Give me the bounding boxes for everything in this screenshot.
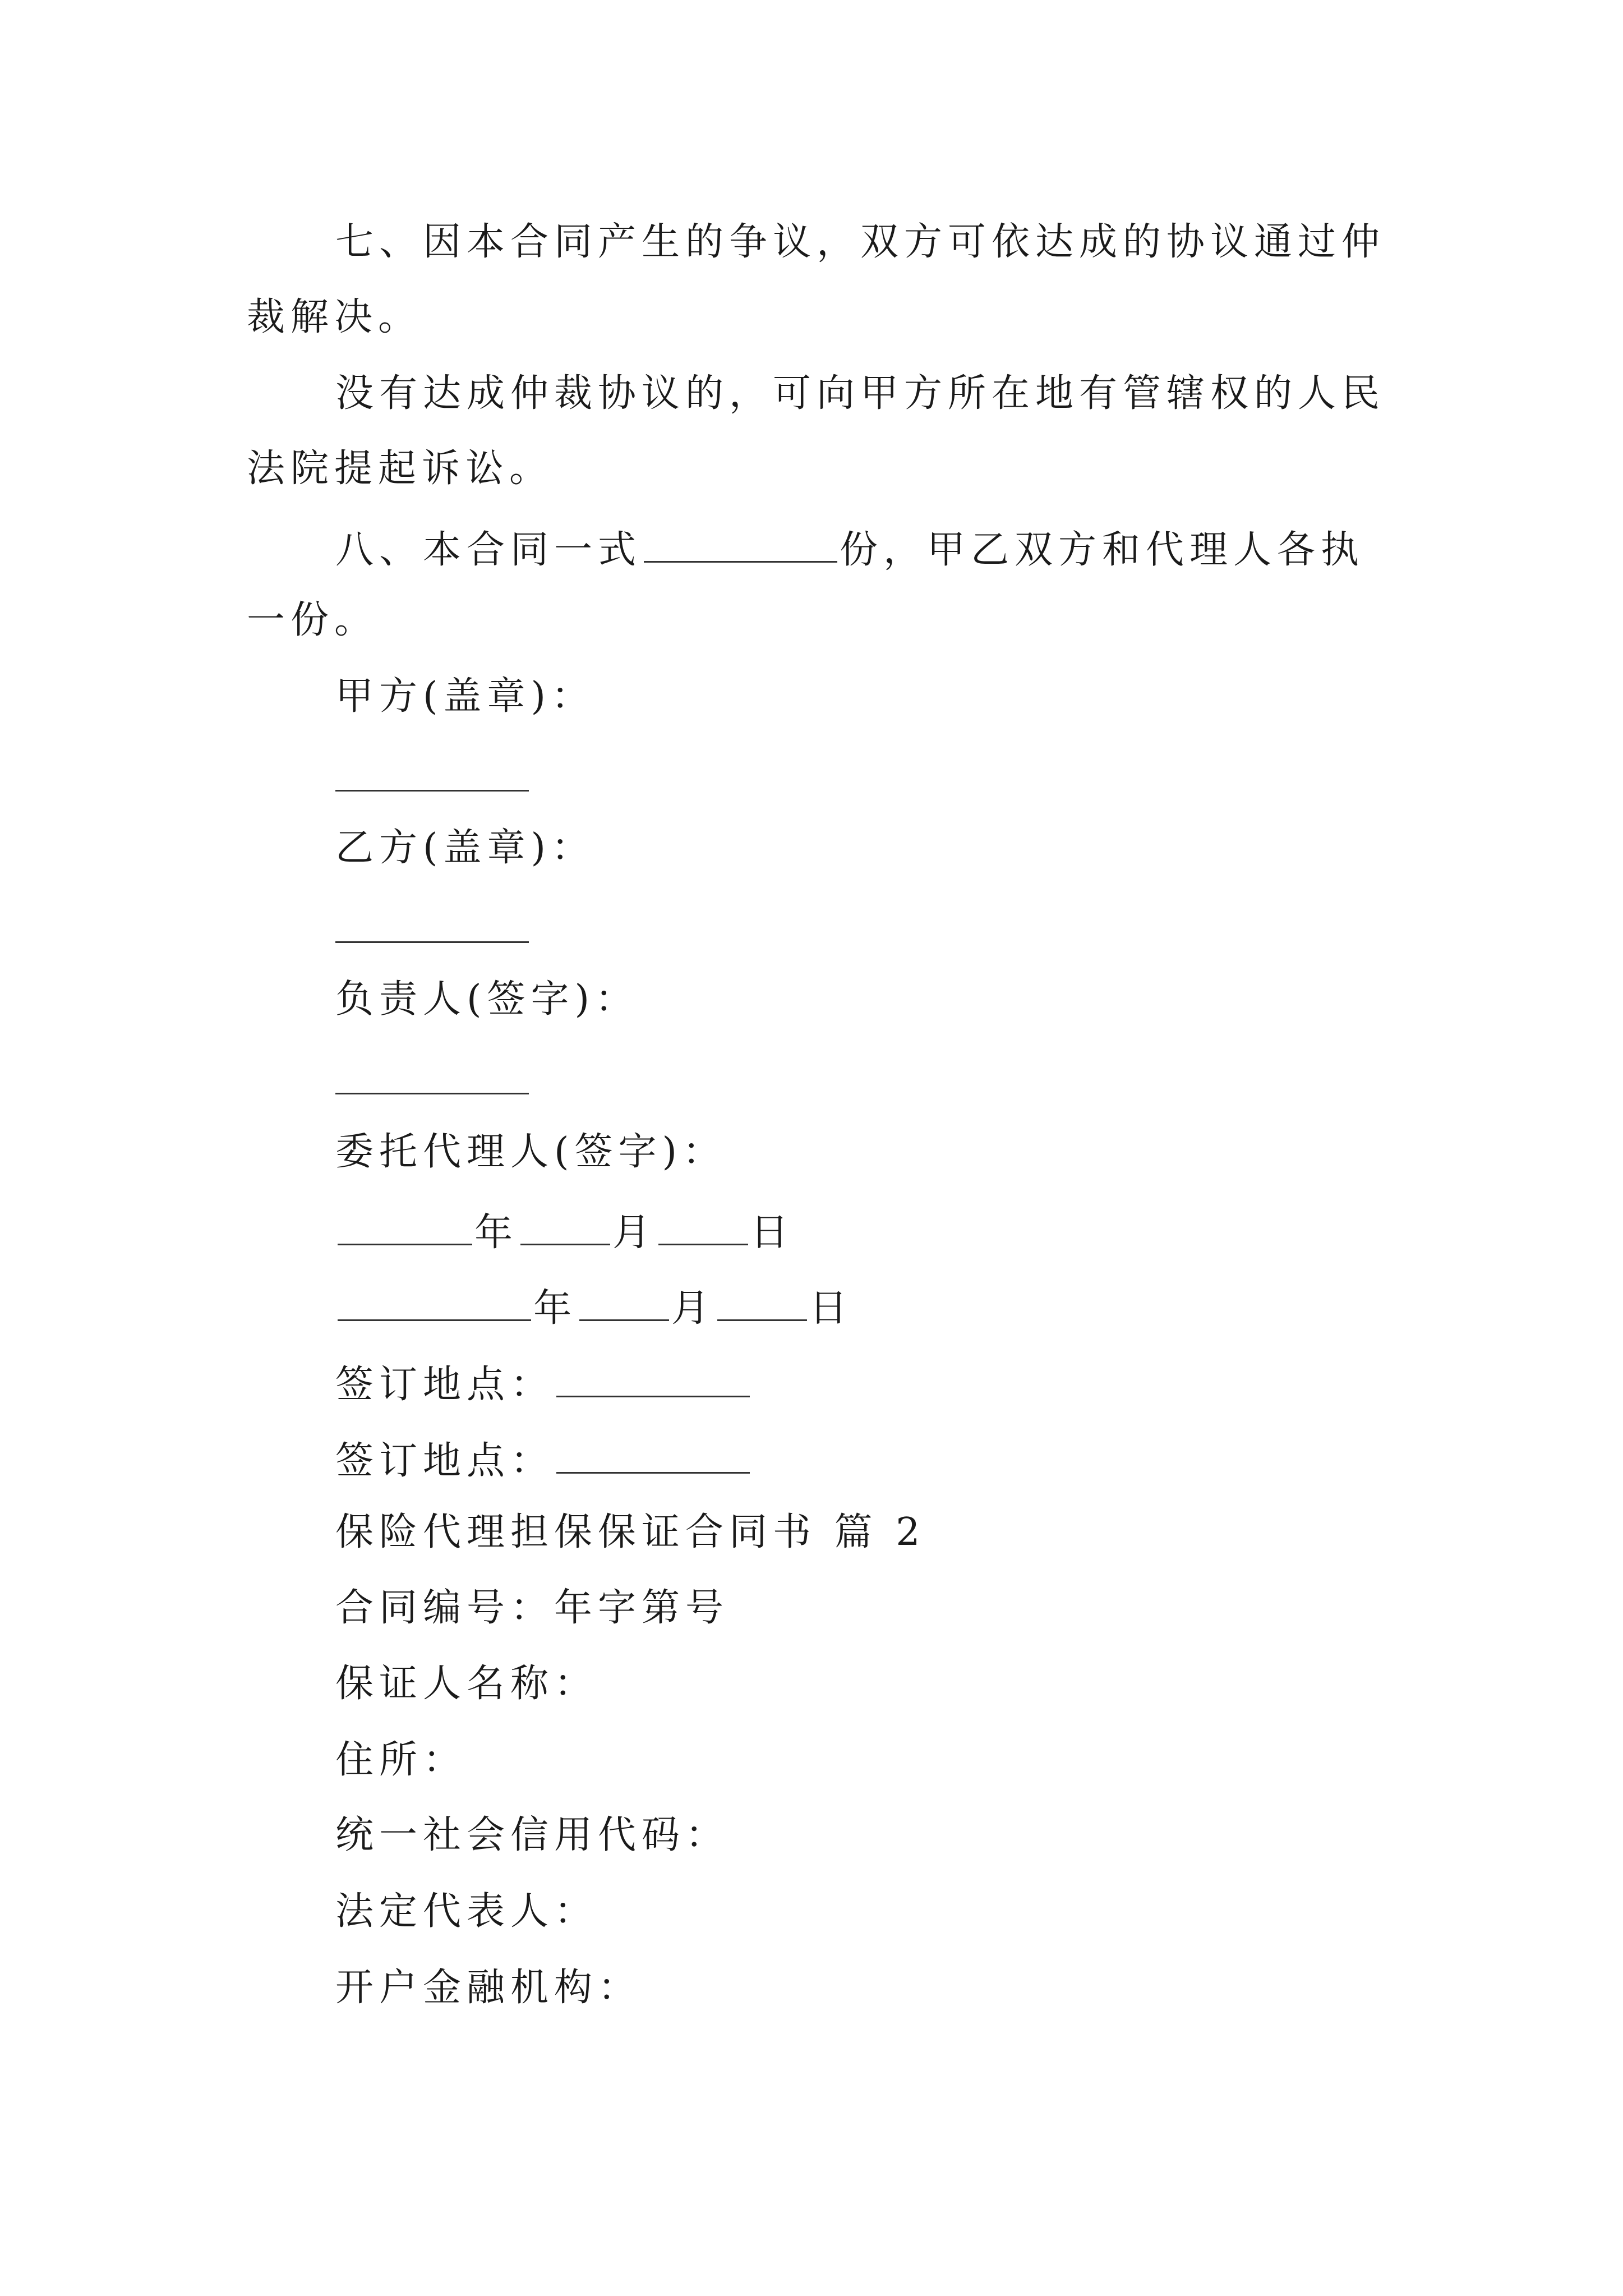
contract-number: 合同编号：年字第号 — [335, 1586, 730, 1630]
party-a-signature-line — [335, 790, 529, 792]
clause-7b-line-1: 没有达成仲裁协议的，可向甲方所在地有管辖权的人民 — [335, 371, 1386, 416]
sign-place-blank — [556, 1437, 750, 1474]
sign-place-label: 签订地点： — [335, 1363, 555, 1407]
year-label: 年 — [474, 1211, 519, 1255]
bank-label: 开户金融机构： — [335, 1966, 642, 2010]
month-blank — [520, 1209, 610, 1245]
month-label: 月 — [671, 1286, 716, 1331]
party-b-seal-label: 乙方(盖章)： — [335, 826, 596, 870]
day-label: 日 — [809, 1286, 854, 1331]
sign-place-label: 签订地点： — [335, 1439, 555, 1483]
clause-8-prefix: 八、本合同一式 — [335, 528, 642, 572]
sign-place-line-2 — [335, 1437, 752, 1483]
date-line-2 — [335, 1285, 854, 1331]
party-a-seal-label: 甲方(盖章)： — [335, 674, 596, 719]
address-label: 住所： — [335, 1738, 467, 1782]
credit-code-label: 统一社会信用代码： — [335, 1813, 730, 1857]
year-label: 年 — [533, 1286, 578, 1331]
guarantor-name-label: 保证人名称： — [335, 1662, 598, 1706]
party-b-signature-line — [335, 941, 529, 943]
year-blank — [338, 1209, 472, 1245]
principal-signature-line — [335, 1093, 529, 1094]
day-blank — [717, 1285, 807, 1321]
month-label: 月 — [612, 1211, 657, 1255]
clause-7b-line-2: 法院提起诉讼。 — [247, 447, 554, 491]
clause-8-suffix: 份，甲乙双方和代理人各执 — [840, 528, 1365, 572]
date-line-1 — [335, 1209, 795, 1255]
copies-blank — [644, 526, 837, 563]
legal-representative-label: 法定代表人： — [335, 1889, 598, 1934]
principal-sign-label: 负责人(签字)： — [335, 977, 639, 1022]
agent-sign-label: 委托代理人(签字)： — [335, 1130, 727, 1174]
day-label: 日 — [750, 1211, 795, 1255]
day-blank — [658, 1209, 748, 1245]
month-blank — [579, 1285, 669, 1321]
section-2-title: 保险代理担保保证合同书 篇 2 — [335, 1510, 926, 1554]
sign-place-blank — [556, 1361, 750, 1397]
clause-7-line-2: 裁解决。 — [247, 295, 422, 339]
clause-8-line-2: 一份。 — [247, 598, 379, 642]
sign-place-line-1 — [335, 1361, 752, 1407]
clause-8-line-1 — [335, 526, 1365, 572]
year-blank — [338, 1285, 531, 1321]
clause-7-line-1: 七、因本合同产生的争议，双方可依达成的协议通过仲 — [335, 220, 1386, 264]
